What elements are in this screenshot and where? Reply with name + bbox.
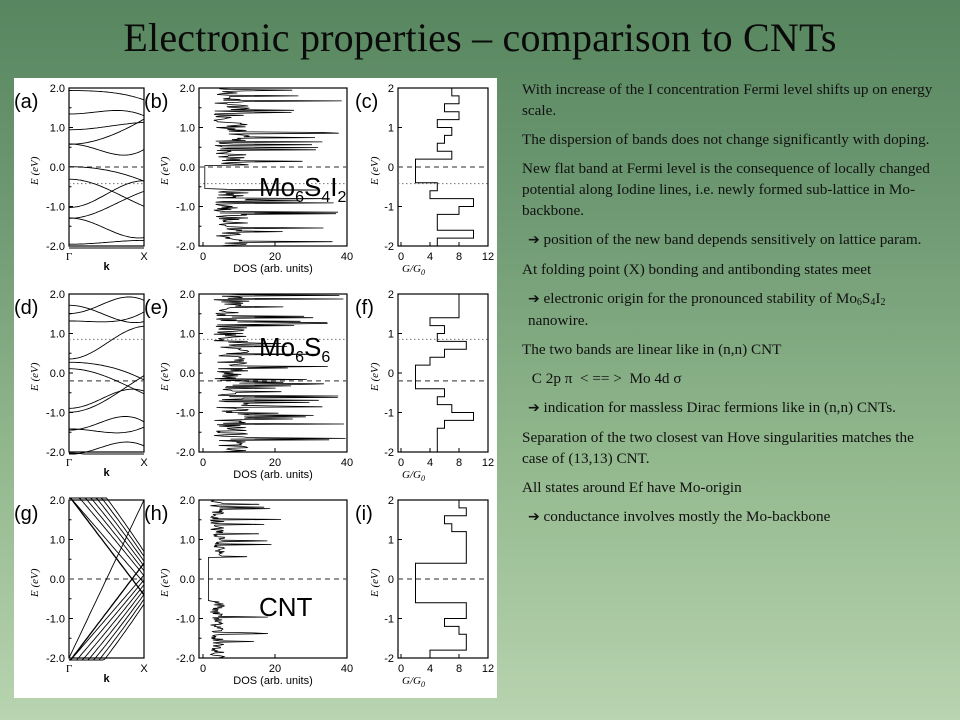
y-tick-label: -2 bbox=[384, 447, 394, 459]
x-axis-title-k: k bbox=[103, 467, 110, 479]
material-text: S bbox=[304, 332, 322, 362]
x-label-gamma: Γ bbox=[65, 251, 73, 263]
y-axis-title: E (eV) bbox=[29, 362, 41, 391]
arrow-icon: ➔ bbox=[528, 291, 540, 307]
y-tick-label: -2 bbox=[384, 653, 394, 665]
y-tick-label: -1.0 bbox=[176, 613, 195, 626]
x-axis-title-g: G/G bbox=[402, 469, 421, 481]
panel-label: (b) bbox=[144, 91, 169, 113]
band-line bbox=[69, 181, 144, 208]
bullet-12: ➔ conductance involves mostly the Mo-backbone bbox=[528, 508, 831, 525]
panel-label: (e) bbox=[144, 297, 169, 319]
y-axis-title: E (eV) bbox=[29, 568, 41, 597]
x-tick-label: 0 bbox=[199, 251, 207, 263]
x-tick-label: 4 bbox=[426, 251, 434, 263]
bullet-9: ➔ indication for massless Dirac fermions like in (n,n) CNTs. bbox=[528, 399, 896, 416]
arrow-icon: ➔ bbox=[528, 509, 540, 525]
y-tick-label: -2 bbox=[384, 241, 394, 253]
sigma-symbol: σ bbox=[673, 370, 682, 387]
panel-frame bbox=[69, 294, 144, 452]
y-tick-label: 2 bbox=[387, 83, 394, 95]
band-line bbox=[69, 297, 144, 314]
band-line bbox=[69, 427, 144, 433]
y-tick-label: -2.0 bbox=[46, 241, 65, 253]
bullet-10: Separation of the two closest van Hove singularities matches the case of (13,13) CNT. bbox=[522, 429, 914, 467]
y-tick-label: 1.0 bbox=[179, 534, 195, 547]
y-tick-label: 0.0 bbox=[49, 162, 65, 174]
material-text: S bbox=[304, 172, 322, 202]
pi-symbol: π bbox=[564, 370, 573, 387]
band-line bbox=[69, 389, 144, 408]
x-tick-label: 8 bbox=[455, 251, 463, 263]
material-subscript: 4 bbox=[321, 189, 331, 206]
y-tick-label: 0 bbox=[387, 368, 394, 380]
figure-panels bbox=[14, 78, 497, 698]
bullet-2: The dispersion of bands does not change significantly with doping. bbox=[522, 131, 930, 148]
x-tick-label: 12 bbox=[481, 457, 495, 469]
material-subscript: 6 bbox=[295, 189, 305, 206]
bullet-7: The two bands are linear like in (n,n) CNT bbox=[522, 341, 782, 358]
y-tick-label: 0.0 bbox=[179, 162, 195, 174]
x-label-x: X bbox=[140, 457, 148, 469]
y-tick-label: 0.0 bbox=[49, 574, 65, 586]
y-tick-label: 2.0 bbox=[49, 83, 65, 95]
panel-label: (c) bbox=[355, 91, 379, 113]
bullet-3: New flat band at Fermi level is the consequence of locally changed potential along Iodine lines, i.e. newly formed sub-lattice in Mo-backbone. bbox=[522, 160, 930, 219]
panel-label: (i) bbox=[355, 503, 373, 525]
x-tick-label: 0 bbox=[397, 251, 405, 263]
x-axis-title-k: k bbox=[103, 673, 110, 685]
x-tick-label: 8 bbox=[455, 663, 463, 675]
x-tick-label: 8 bbox=[455, 457, 463, 469]
band-line bbox=[69, 122, 144, 130]
y-tick-label: -1 bbox=[384, 407, 394, 420]
band-line bbox=[69, 305, 144, 322]
y-axis-title: E (eV) bbox=[159, 362, 171, 391]
y-tick-label: 1 bbox=[387, 534, 394, 547]
y-tick-label: -2.0 bbox=[176, 241, 195, 253]
y-tick-label: -2.0 bbox=[176, 447, 195, 459]
conductance-line bbox=[416, 294, 474, 452]
panel-label: (d) bbox=[14, 297, 39, 319]
band-structure-figure bbox=[14, 78, 497, 698]
bullet-8: C 2p π < == > Mo 4d σ bbox=[531, 370, 682, 387]
x-axis-title-dos: DOS (arb. units) bbox=[233, 263, 313, 275]
band-line bbox=[69, 362, 144, 380]
bullet-1: With increase of the I concentration Fermi level shifts up on energy scale. bbox=[522, 81, 933, 119]
y-tick-label: 2 bbox=[387, 495, 394, 507]
band-line bbox=[69, 326, 144, 359]
x-tick-label: 0 bbox=[199, 457, 207, 469]
dos-line bbox=[214, 294, 346, 452]
x-axis-title-g-sub: 0 bbox=[421, 268, 425, 277]
panel-label: (a) bbox=[14, 91, 39, 113]
bullet-11: All states around Ef have Mo-origin bbox=[522, 479, 742, 496]
bullet-4: ➔ position of the new band depends sensitively on lattice param. bbox=[528, 231, 922, 248]
y-tick-label: -2.0 bbox=[46, 653, 65, 665]
y-tick-label: -1.0 bbox=[176, 201, 195, 214]
y-tick-label: -1 bbox=[384, 201, 394, 214]
y-tick-label: -2.0 bbox=[176, 653, 195, 665]
band-line bbox=[69, 417, 144, 431]
x-axis-title-g-sub: 0 bbox=[421, 680, 425, 689]
x-label-gamma: Γ bbox=[65, 457, 73, 469]
y-tick-label: 1.0 bbox=[179, 328, 195, 341]
material-text: Mo bbox=[259, 332, 296, 362]
material-label bbox=[259, 172, 347, 206]
band-line bbox=[69, 144, 144, 155]
y-tick-label: 2.0 bbox=[179, 495, 195, 507]
x-tick-label: 40 bbox=[340, 663, 354, 675]
y-tick-label: -1.0 bbox=[46, 407, 65, 420]
material-label bbox=[259, 332, 330, 366]
y-axis-title: E (eV) bbox=[159, 156, 171, 185]
material-subscript: 2 bbox=[337, 189, 347, 206]
x-tick-label: 40 bbox=[340, 251, 354, 263]
x-tick-label: 20 bbox=[268, 251, 282, 263]
slide-title: Electronic properties – comparison to CNTs bbox=[123, 15, 837, 60]
x-tick-label: 0 bbox=[397, 663, 405, 675]
x-tick-label: 20 bbox=[268, 457, 282, 469]
bullet-6: ➔ electronic origin for the pronounced stability of $Mo_6S_4I_2$ nanowire. bbox=[528, 290, 886, 329]
y-axis-title: E (eV) bbox=[369, 156, 381, 185]
x-tick-label: 12 bbox=[481, 251, 495, 263]
x-label-x: X bbox=[140, 663, 148, 675]
x-tick-label: 0 bbox=[397, 457, 405, 469]
x-tick-label: 20 bbox=[268, 663, 282, 675]
y-tick-label: 0 bbox=[387, 574, 394, 586]
material-text: I bbox=[330, 172, 338, 202]
band-line bbox=[69, 599, 144, 660]
x-tick-label: 12 bbox=[481, 663, 495, 675]
y-tick-label: -1.0 bbox=[46, 201, 65, 214]
y-tick-label: 0.0 bbox=[49, 368, 65, 380]
x-tick-label: 4 bbox=[426, 663, 434, 675]
bullet-text bbox=[522, 79, 942, 536]
band-line bbox=[69, 191, 144, 218]
band-line bbox=[69, 240, 144, 244]
band-line bbox=[69, 218, 144, 238]
material-subscript: 6 bbox=[295, 349, 305, 366]
x-label-x: X bbox=[140, 251, 148, 263]
bullet-5: At folding point (X) bonding and antibonding states meet bbox=[522, 261, 872, 278]
y-tick-label: 1 bbox=[387, 122, 394, 135]
y-tick-label: 1.0 bbox=[49, 122, 65, 135]
x-axis-title-dos: DOS (arb. units) bbox=[233, 675, 313, 687]
y-axis-title: E (eV) bbox=[369, 568, 381, 597]
y-tick-label: 1 bbox=[387, 328, 394, 341]
x-axis-title-g: G/G bbox=[402, 263, 421, 275]
y-tick-label: 1.0 bbox=[49, 534, 65, 547]
x-axis-title-dos: DOS (arb. units) bbox=[233, 469, 313, 481]
y-tick-label: 0.0 bbox=[179, 574, 195, 586]
dirac-band-line bbox=[69, 563, 144, 660]
x-tick-label: 0 bbox=[199, 663, 207, 675]
panel-label: (h) bbox=[144, 503, 169, 525]
y-tick-label: 2.0 bbox=[49, 495, 65, 507]
x-tick-label: 40 bbox=[340, 457, 354, 469]
y-axis-title: E (eV) bbox=[29, 156, 41, 185]
band-line bbox=[69, 91, 144, 100]
band-line bbox=[69, 498, 144, 556]
band-line bbox=[69, 312, 144, 322]
y-tick-label: 1.0 bbox=[49, 328, 65, 341]
x-tick-label: 4 bbox=[426, 457, 434, 469]
y-tick-label: -2.0 bbox=[46, 447, 65, 459]
band-line bbox=[69, 167, 144, 182]
x-axis-title-g: G/G bbox=[402, 675, 421, 687]
y-tick-label: 2 bbox=[387, 289, 394, 301]
y-tick-label: 0.0 bbox=[179, 368, 195, 380]
y-tick-label: 0 bbox=[387, 162, 394, 174]
y-tick-label: -1.0 bbox=[176, 407, 195, 420]
x-label-gamma: Γ bbox=[65, 663, 73, 675]
y-tick-label: 2.0 bbox=[179, 289, 195, 301]
y-tick-label: 2.0 bbox=[179, 83, 195, 95]
y-axis-title: E (eV) bbox=[369, 362, 381, 391]
x-axis-title-g-sub: 0 bbox=[421, 474, 425, 483]
panel-label: (f) bbox=[355, 297, 374, 319]
arrow-icon: ➔ bbox=[528, 400, 540, 416]
panel-label: (g) bbox=[14, 503, 39, 525]
material-subscript: 6 bbox=[321, 349, 331, 366]
x-axis-title-k: k bbox=[103, 261, 110, 273]
y-tick-label: 2.0 bbox=[49, 289, 65, 301]
y-tick-label: -1.0 bbox=[46, 613, 65, 626]
band-line bbox=[69, 111, 144, 116]
conductance-line bbox=[416, 500, 467, 658]
arrow-icon: ➔ bbox=[528, 232, 540, 248]
y-tick-label: 1.0 bbox=[179, 122, 195, 135]
dirac-band-line bbox=[69, 498, 144, 595]
y-axis-title: E (eV) bbox=[159, 568, 171, 597]
material-label: CNT bbox=[259, 592, 313, 622]
material-text: Mo bbox=[259, 172, 296, 202]
y-tick-label: -1 bbox=[384, 613, 394, 626]
